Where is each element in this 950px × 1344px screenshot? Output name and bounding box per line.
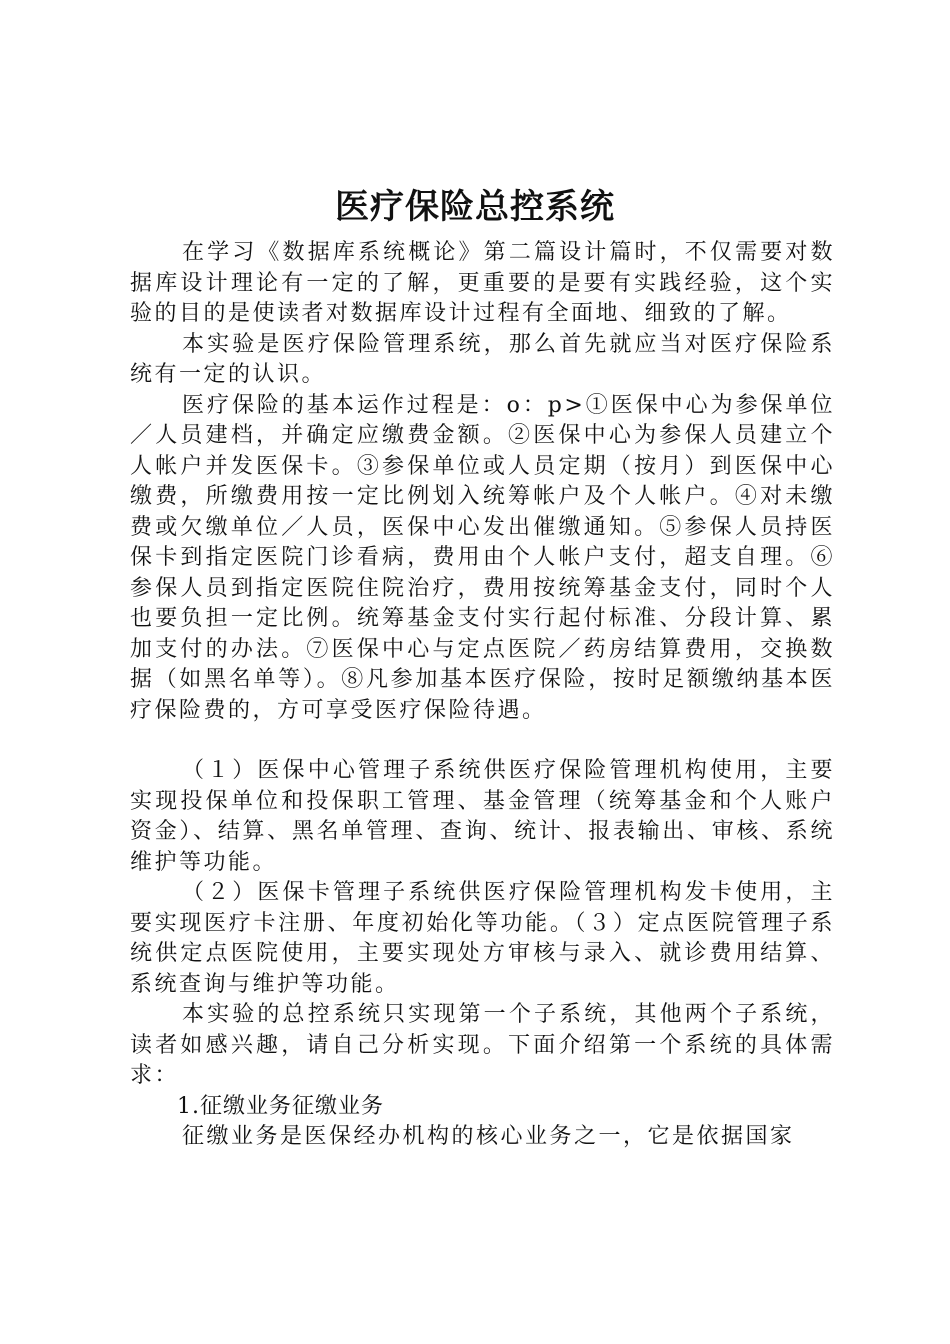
document-body	[130, 238, 835, 1153]
section-heading: 1.征缴业务征缴业务	[177, 1093, 384, 1119]
paragraph-process: 医疗保险的基本运作过程是：o：p>①医保中心为参保单位／人员建档，并确定应缴费金额。②医保中心为参保人员建立个人帐户并发医保卡。③参保单位或人员定期（按月）到医保中心缴费，所缴费用按一定比例划入统筹帐户及个人帐户。④对未缴费或欠缴单位／人员，医保中心发出催缴通知。⑤参保人员持医保卡到指定医院门诊看病，费用由个人帐户支付，超支自理。⑥参保人员到指定医院住院治疗，费用按统筹基金支付，同时个人也要负担一定比例。统筹基金支付实行起付标准、分段计算、累加支付的办法。⑦医保中心与定点医院／药房结算费用，交换数据（如黑名单等）。⑧凡参加基本医疗保险，按时足额缴纳基本医疗保险费的，方可享受医疗保险待遇。	[130, 392, 835, 723]
paragraph-subsystem-1: （１）医保中心管理子系统供医疗保险管理机构使用，主要实现投保单位和投保职工管理、基金管理（统筹基金和个人账户资金）、结算、黑名单管理、查询、统计、报表输出、审核、系统维护等功能。	[130, 758, 835, 875]
paragraph-overview: 本实验是医疗保险管理系统，那么首先就应当对医疗保险系统有一定的认识。	[130, 331, 835, 387]
paragraph-subsystem-2-3: （２）医保卡管理子系统供医疗保险管理机构发卡使用，主要实现医疗卡注册、年度初始化等功能。（３）定点医院管理子系统供定点医院使用，主要实现处方审核与录入、就诊费用结算、系统查询与维护等功能。	[130, 880, 835, 997]
document-title: 医疗保险总控系统	[335, 187, 615, 227]
paragraph-scope: 本实验的总控系统只实现第一个子系统，其他两个子系统，读者如感兴趣，请自己分析实现。下面介绍第一个系统的具体需求：	[130, 1002, 835, 1088]
paragraph-intro: 在学习《数据库系统概论》第二篇设计篇时，不仅需要对数据库设计理论有一定的了解，更重要的是要有实践经验，这个实验的目的是使读者对数据库设计过程有全面地、细致的了解。	[130, 240, 835, 326]
paragraph-collection: 征缴业务是医保经办机构的核心业务之一，它是依据国家	[182, 1124, 795, 1149]
